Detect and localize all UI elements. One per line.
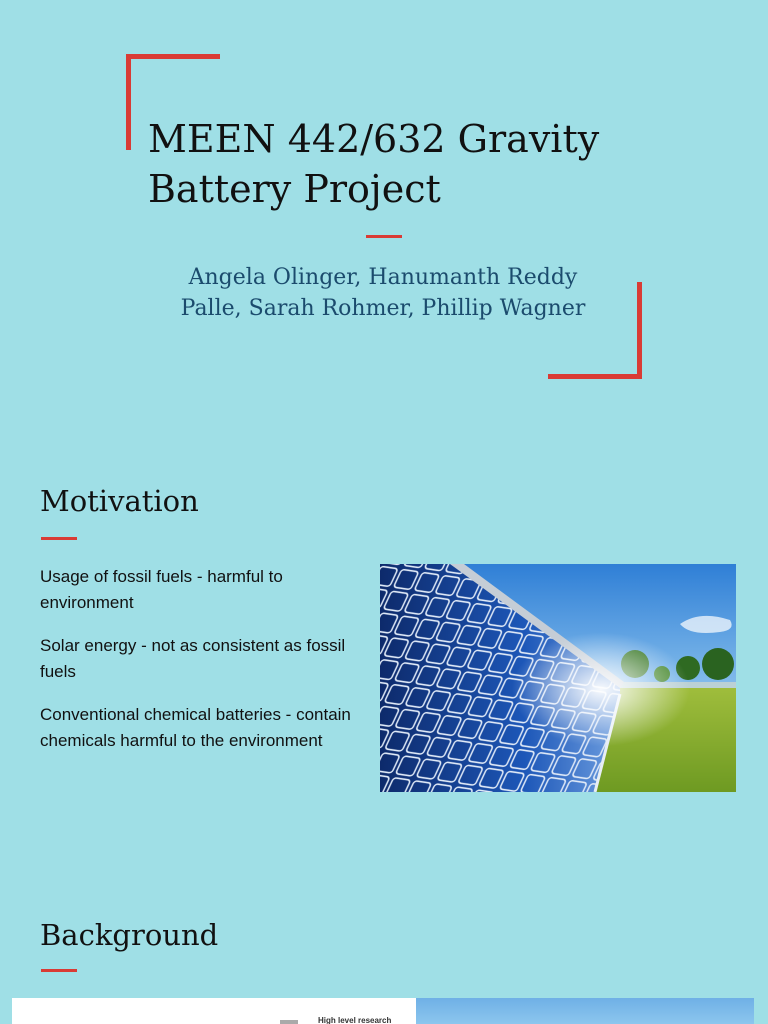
motivation-bullets [40,564,360,771]
bullet-item: Conventional chemical batteries - contain chemicals harmful to the environment [40,705,351,750]
motivation-heading: Motivation [40,484,199,518]
background-image-right [416,998,754,1024]
bullet-item: Solar energy - not as consistent as fossil fuels [40,636,346,681]
bullet-item: Usage of fossil fuels - harmful to environment [40,567,283,612]
solar-panel-photo-icon [380,564,736,792]
background-strip-text: High level research [318,1016,392,1024]
title-line-2: Battery Project [148,167,441,211]
page-title [148,114,648,214]
bottom-right-bracket-vertical [637,282,642,379]
title-line-1: MEEN 442/632 Gravity [148,117,600,161]
solar-panel-image [380,564,736,792]
top-left-bracket-vertical [126,54,131,150]
motivation-divider [41,537,77,540]
background-heading: Background [40,918,219,952]
authors-line-1: Angela Olinger, Hanumanth Reddy [188,265,578,290]
authors [140,262,626,324]
title-divider [366,235,402,238]
bottom-right-bracket-horizontal [548,374,642,379]
authors-line-2: Palle, Sarah Rohmer, Phillip Wagner [180,296,586,321]
document-icon [280,1020,298,1024]
top-left-bracket-horizontal [126,54,220,59]
title-slide [0,0,768,440]
background-divider [41,969,77,972]
